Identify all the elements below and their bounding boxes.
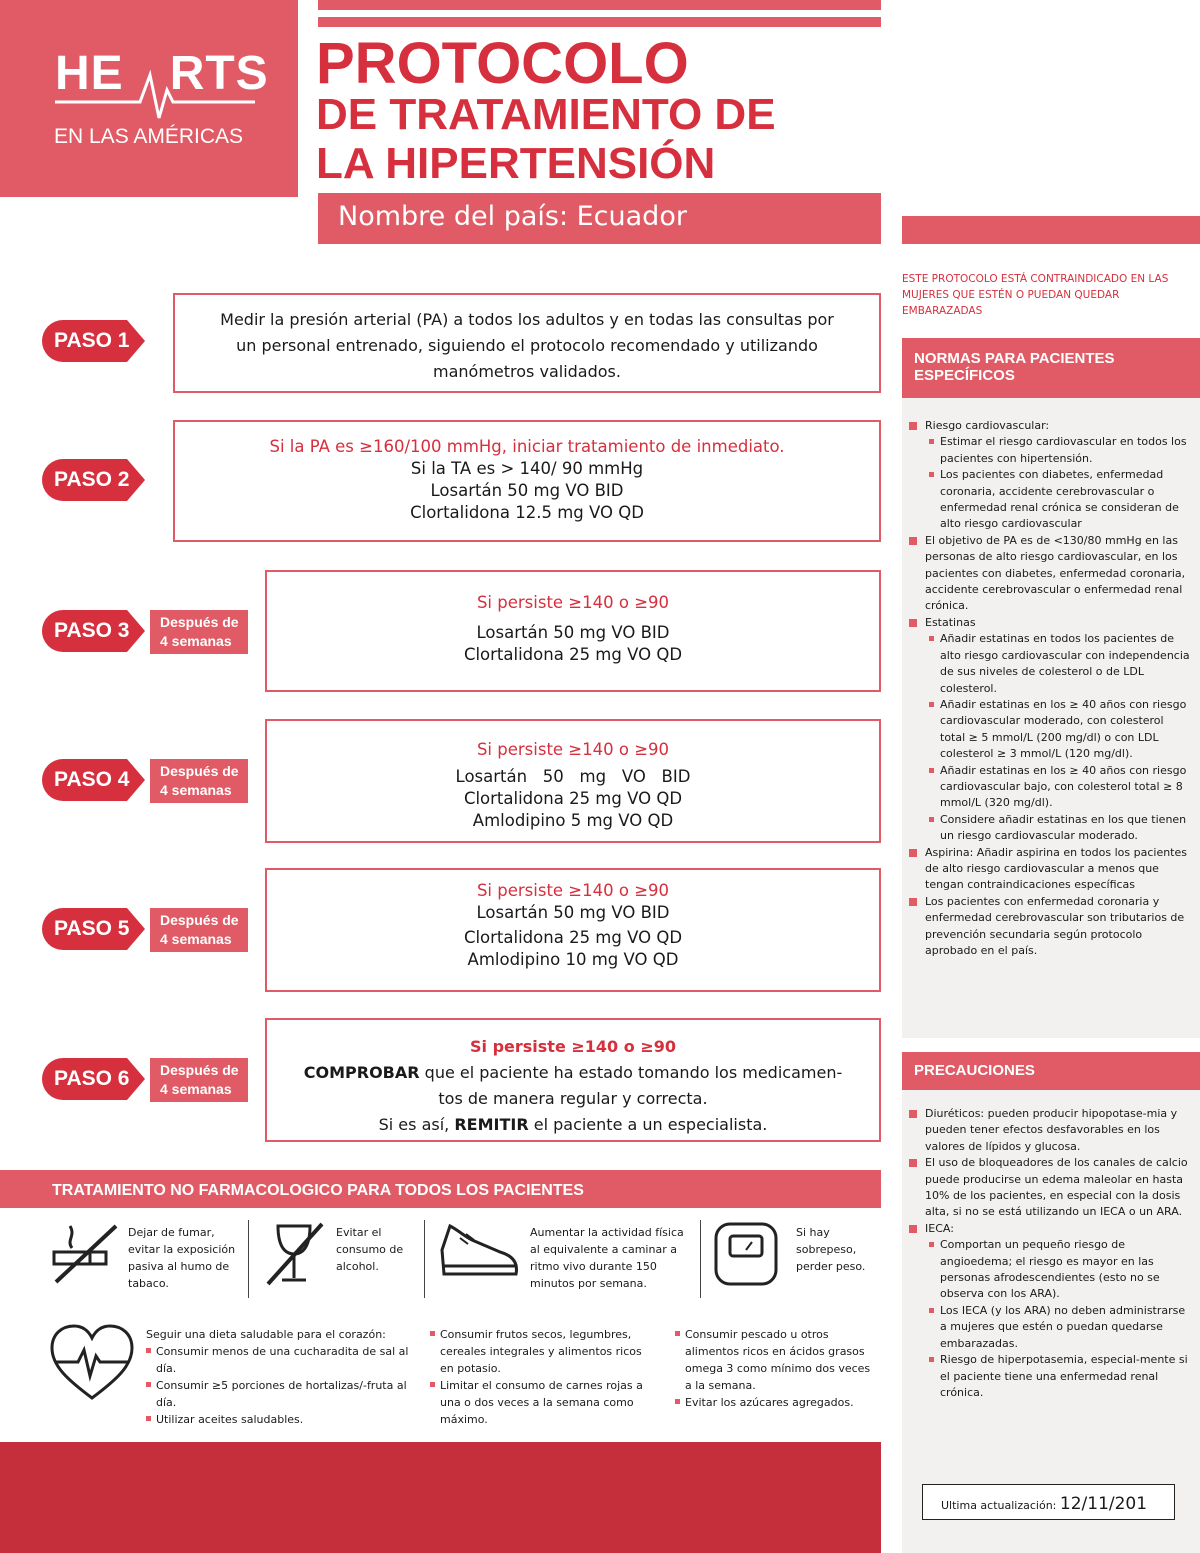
diet-item: Consumir menos de una cucharadita de sal al día. bbox=[146, 1343, 416, 1377]
step-6-box bbox=[265, 1018, 881, 1142]
step-2-line: Losartán 50 mg VO BID bbox=[430, 481, 624, 500]
diet-col-1 bbox=[146, 1326, 416, 1428]
title-line-2: DE TRATAMIENTO DE bbox=[316, 90, 776, 139]
list-item: Diuréticos: pueden producir hipopotase-mia y pueden tener efectos desfavorables en los valores de lípidos y glucosa. bbox=[906, 1106, 1191, 1155]
title-line-3: LA HIPERTENSIÓN bbox=[316, 139, 716, 188]
step-1-line: Medir la presión arterial (PA) a todos los adultos y en todas las consultas por bbox=[220, 310, 834, 329]
step-6-emph: REMITIR bbox=[454, 1115, 529, 1134]
normas-list bbox=[906, 418, 1191, 959]
step-2-line: Clortalidona 12.5 mg VO QD bbox=[410, 503, 644, 522]
alcohol-text: Evitar el consumo de alcohol. bbox=[336, 1226, 404, 1273]
step-3-line: Losartán 50 mg VO BID bbox=[476, 623, 670, 642]
list-item: Añadir estatinas en los ≥ 40 años con riesgo cardiovascular bajo, con colesterol total ≥ 8 mmol/L (320 mg/dl). bbox=[906, 763, 1191, 812]
smoking-text: Dejar de fumar, evitar la exposición pasiva al humo de tabaco. bbox=[128, 1226, 236, 1290]
step-4-condition: Si persiste ≥140 o ≥90 bbox=[476, 740, 670, 759]
after-4-weeks-badge: Después de 4 semanas bbox=[150, 759, 248, 803]
step-4-line: Losartán 50 mg VO BID bbox=[455, 767, 691, 786]
divider bbox=[700, 1220, 701, 1298]
step-5-condition: Si persiste ≥140 o ≥90 bbox=[476, 881, 670, 900]
list-item: El uso de bloqueadores de los canales de calcio puede producirse un edema maleolar en hasta 10% de los pacientes, en especial con la dosis alta, si no se está utilizando un IECA o un ARA. bbox=[906, 1155, 1191, 1221]
after-4-weeks-badge: Después de 4 semanas bbox=[150, 908, 248, 952]
step-5-line: Amlodipino 10 mg VO QD bbox=[467, 950, 679, 969]
step-4-box bbox=[265, 719, 881, 843]
scale-icon bbox=[712, 1220, 782, 1288]
no-alcohol-icon bbox=[262, 1220, 328, 1288]
after-4-weeks-badge: Después de 4 semanas bbox=[150, 1058, 248, 1102]
heart-icon bbox=[48, 1322, 136, 1402]
list-item: El objetivo de PA es de <130/80 mmHg en las personas de alto riesgo cardiovascular, en los pacientes con diabetes, enfermedad coronaria, accidente cerebrovascular o enfermedad renal crónica. bbox=[906, 533, 1191, 615]
step-5-line: Losartán 50 mg VO BID bbox=[476, 903, 670, 922]
after-4-weeks-badge: Después de 4 semanas bbox=[150, 610, 248, 654]
diet-item: Evitar los azúcares agregados. bbox=[675, 1394, 880, 1411]
normas-header: NORMAS PARA PACIENTES ESPECÍFICOS bbox=[902, 338, 1200, 398]
right-header-bar bbox=[902, 216, 1200, 244]
step-5-line: Clortalidona 25 mg VO QD bbox=[463, 928, 683, 947]
header-bar bbox=[318, 17, 881, 27]
step-badge-3: PASO 3 bbox=[42, 610, 145, 652]
list-item: Estimar el riesgo cardiovascular en todos los pacientes con hipertensión. bbox=[906, 434, 1191, 467]
step-badge-2: PASO 2 bbox=[42, 459, 145, 501]
last-update-label: Ultima actualización: bbox=[941, 1499, 1057, 1512]
diet-item: Consumir ≥5 porciones de hortalizas/-fruta al día. bbox=[146, 1377, 416, 1411]
nonpharm-header: TRATAMIENTO NO FARMACOLOGICO PARA TODOS LOS PACIENTES bbox=[0, 1170, 881, 1208]
precauciones-list bbox=[906, 1106, 1191, 1401]
step-3-line: Clortalidona 25 mg VO QD bbox=[463, 645, 683, 664]
logo-text: HE RTS bbox=[55, 47, 269, 100]
step-4-line: Clortalidona 25 mg VO QD bbox=[463, 789, 683, 808]
step-5-box bbox=[265, 868, 881, 992]
list-item: Comportan un pequeño riesgo de angioedema; el riesgo es mayor en las personas afrodescendientes (esto no se observa con los ARA). bbox=[906, 1237, 1191, 1303]
step-6-line: tos de manera regular y correcta. bbox=[438, 1089, 708, 1108]
list-item: Aspirina: Añadir aspirina en todos los pacientes de alto riesgo cardiovascular a menos que tengan contraindicaciones específicas bbox=[906, 845, 1191, 894]
sneaker-icon bbox=[436, 1220, 522, 1288]
diet-col-3 bbox=[675, 1326, 880, 1411]
list-item: Considere añadir estatinas en los que tienen un riesgo cardiovascular moderado. bbox=[906, 812, 1191, 845]
diet-col-2 bbox=[430, 1326, 650, 1428]
step-4-line: Amlodipino 5 mg VO QD bbox=[472, 811, 674, 830]
footer-band bbox=[0, 1442, 881, 1553]
step-1-line: un personal entrenado, siguiendo el protocolo recomendado y utilizando bbox=[236, 336, 818, 355]
divider bbox=[424, 1220, 425, 1298]
step-2-condition: Si la PA es ≥160/100 mmHg, iniciar tratamiento de inmediato. bbox=[269, 437, 785, 456]
weight-text: Si hay sobrepeso, perder peso. bbox=[796, 1226, 866, 1273]
last-update bbox=[922, 1484, 1175, 1520]
list-item: Riesgo de hiperpotasemia, especial-mente si el paciente tiene una enfermedad renal crónica. bbox=[906, 1352, 1191, 1401]
list-item: Los pacientes con enfermedad coronaria y enfermedad cerebrovascular son tributarios de prevención secundaria según protocolo aprobado en el país. bbox=[906, 894, 1191, 960]
step-6-line: que el paciente ha estado tomando los medicamen- bbox=[424, 1063, 843, 1082]
title-line-1: PROTOCOLO bbox=[316, 31, 689, 96]
list-item: Estatinas bbox=[906, 615, 1191, 631]
activity-text: Aumentar la actividad física al equivalente a caminar a ritmo vivo durante 150 minutos por semana. bbox=[530, 1226, 684, 1290]
list-item: IECA: bbox=[906, 1221, 1191, 1237]
step-2-box bbox=[173, 420, 881, 542]
precauciones-header: PRECAUCIONES bbox=[902, 1052, 1200, 1090]
logo-subtitle: EN LAS AMÉRICAS bbox=[54, 125, 244, 148]
step-badge-5: PASO 5 bbox=[42, 908, 145, 950]
step-1-box bbox=[173, 293, 881, 393]
step-6-condition: Si persiste ≥140 o ≥90 bbox=[470, 1037, 676, 1056]
diet-item: Consumir pescado u otros alimentos ricos en ácidos grasos omega 3 como mínimo dos veces a la semana. bbox=[675, 1326, 880, 1394]
diet-item: Consumir frutos secos, legumbres, cereales integrales y alimentos ricos en potasio. bbox=[430, 1326, 650, 1377]
list-item: Los pacientes con diabetes, enfermedad coronaria, accidente cerebrovascular o enfermedad renal crónica se consideran de alto riesgo cardiovascular bbox=[906, 467, 1191, 533]
last-update-date: 12/11/201 bbox=[1059, 1494, 1148, 1514]
step-badge-4: PASO 4 bbox=[42, 759, 145, 801]
logo-block bbox=[0, 0, 298, 197]
country-name: Nombre del país: Ecuador bbox=[318, 193, 881, 244]
step-badge-1: PASO 1 bbox=[42, 320, 145, 362]
diet-item: Limitar el consumo de carnes rojas a una o dos veces a la semana como máximo. bbox=[430, 1377, 650, 1428]
contraindication-note: ESTE PROTOCOLO ESTÁ CONTRAINDICADO EN LAS MUJERES QUE ESTÉN O PUEDAN QUEDAR EMBARAZADAS bbox=[902, 273, 1169, 317]
no-smoking-icon bbox=[50, 1220, 120, 1286]
list-item: Riesgo cardiovascular: bbox=[906, 418, 1191, 434]
diet-intro: Seguir una dieta saludable para el corazón: bbox=[146, 1328, 386, 1341]
step-3-box bbox=[265, 570, 881, 692]
step-6-line: el paciente a un especialista. bbox=[528, 1115, 768, 1134]
diet-item: Utilizar aceites saludables. bbox=[146, 1411, 416, 1428]
divider bbox=[248, 1220, 249, 1298]
step-1-line: manómetros validados. bbox=[433, 362, 621, 381]
step-badge-6: PASO 6 bbox=[42, 1058, 145, 1100]
step-2-line: Si la TA es > 140/ 90 mmHg bbox=[410, 459, 644, 478]
step-3-condition: Si persiste ≥140 o ≥90 bbox=[476, 593, 670, 612]
step-6-emph: COMPROBAR bbox=[303, 1063, 420, 1082]
list-item: Añadir estatinas en todos los pacientes de alto riesgo cardiovascular con independencia de sus niveles de colesterol o de LDL colesterol. bbox=[906, 631, 1191, 697]
step-6-line: Si es así, bbox=[378, 1115, 455, 1134]
list-item: Los IECA (y los ARA) no deben administrarse a mujeres que estén o puedan quedarse embarazadas. bbox=[906, 1303, 1191, 1352]
list-item: Añadir estatinas en los ≥ 40 años con riesgo cardiovascular moderado, con colesterol total ≥ 5 mmol/L (200 mg/dl) o con LDL colesterol ≥ 3 mmol/L (120 mg/dl). bbox=[906, 697, 1191, 763]
header-bar bbox=[318, 0, 881, 10]
